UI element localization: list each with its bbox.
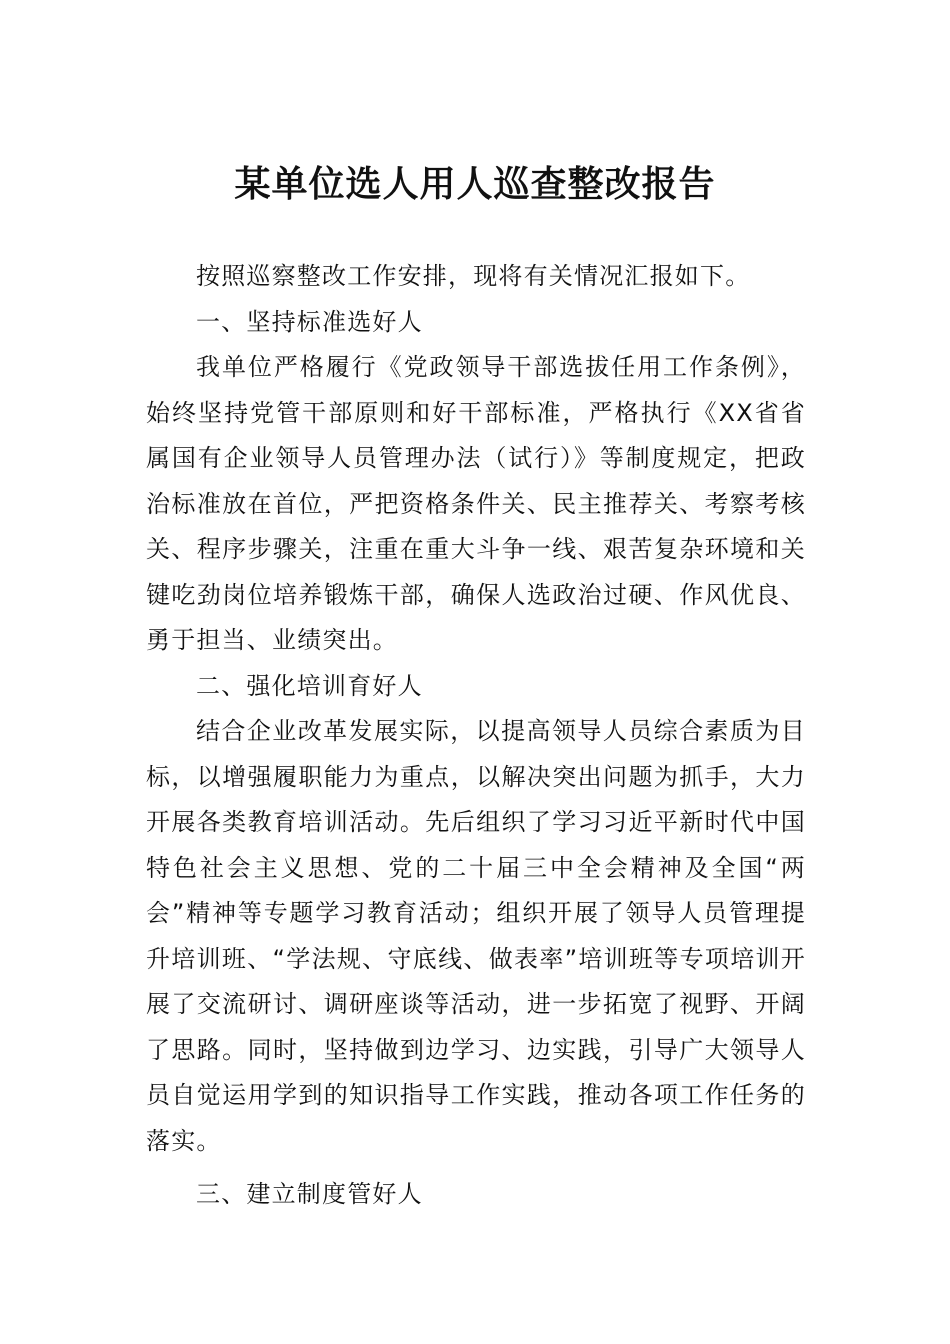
section-spacer bbox=[146, 1164, 806, 1172]
document-body bbox=[146, 254, 806, 1218]
document-title: 某单位选人用人巡查整改报告 bbox=[234, 163, 716, 205]
section-heading-1: 一、坚持标准选好人 bbox=[196, 307, 423, 336]
section-heading-2: 二、强化培训育好人 bbox=[196, 671, 423, 700]
section-body-1: 我单位严格履行《党政领导干部选拔任用工作条例》，始终坚持党管干部原则和好干部标准，严格执行《XX省省属国有企业领导人员管理办法（试行）》等制度规定，把政治标准放在首位，严把资格条件关、民主推荐关、考察考核关、程序步骤关，注重在重大斗争一线、艰苦复杂环境和关键吃劲岗位培养锻炼干部，确保人选政治过硬、作风优良、勇于担当、业绩突出。 bbox=[146, 353, 806, 654]
section-heading-3: 三、建立制度管好人 bbox=[196, 1180, 423, 1208]
section-body-2: 结合企业改革发展实际，以提高领导人员综合素质为目标，以增强履职能力为重点，以解决突出问题为抓手，大力开展各类教育培训活动。先后组织了学习习近平新时代中国特色社会主义思想、党的二十届三中全会精神及全国“两会”精神等专题学习教育活动；组织开展了领导人员管理提升培训班、“学法规、守底线、做表率”培训班等专项培训开展了交流研讨、调研座谈等活动，进一步拓宽了视野、开阔了思路。同时，坚持做到边学习、边实践，引导广大领导人员自觉运用学到的知识指导工作实践，推动各项工作任务的落实。 bbox=[146, 717, 806, 1155]
intro-paragraph: 按照巡察整改工作安排，现将有关情况汇报如下。 bbox=[196, 262, 751, 290]
